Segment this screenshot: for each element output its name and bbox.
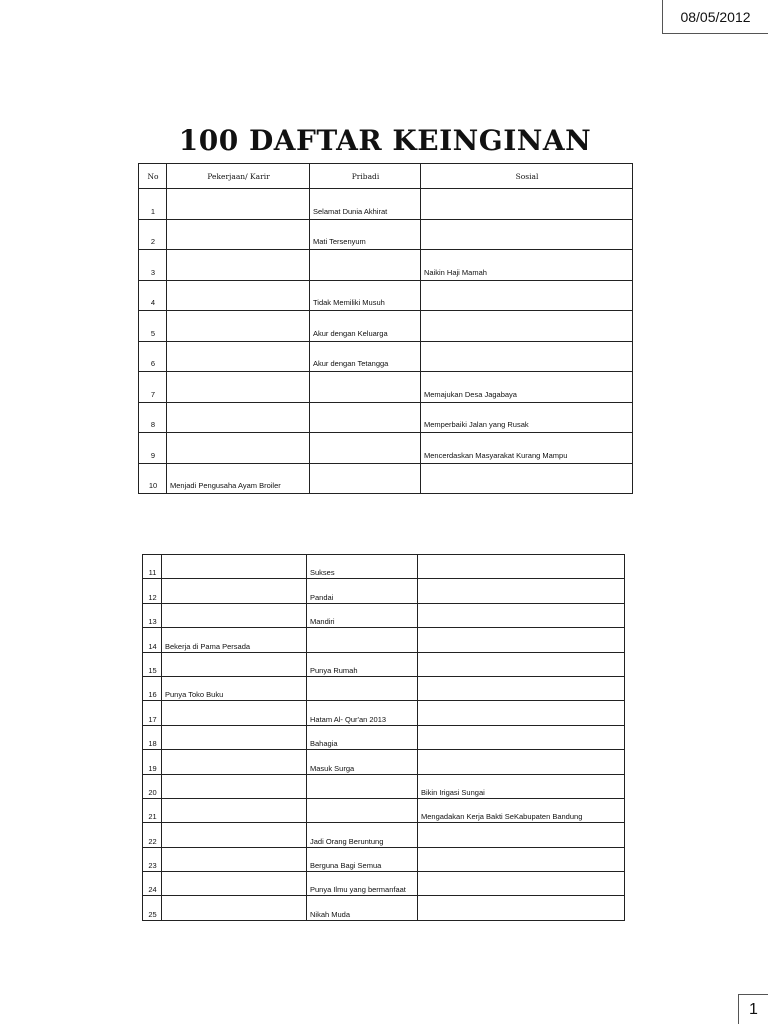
cell-karir: [162, 652, 307, 676]
cell-sosial: Mengadakan Kerja Bakti SeKabupaten Bandung: [418, 798, 625, 822]
cell-sosial: [418, 823, 625, 847]
header-date: 08/05/2012: [662, 0, 768, 34]
cell-sosial: [418, 676, 625, 700]
cell-karir: [162, 555, 307, 579]
row-number: 20: [143, 774, 162, 798]
cell-sosial: [418, 872, 625, 896]
row-number: 19: [143, 750, 162, 774]
cell-pribadi: Mati Tersenyum: [310, 219, 421, 250]
table-row: [139, 433, 633, 464]
wishlist-table-2: [142, 554, 625, 921]
cell-pribadi: Akur dengan Tetangga: [310, 341, 421, 372]
cell-karir: [162, 847, 307, 871]
row-number: 6: [139, 341, 167, 372]
cell-karir: [162, 701, 307, 725]
table-row: [139, 311, 633, 342]
cell-pribadi: Tidak Memiliki Musuh: [310, 280, 421, 311]
cell-karir: Menjadi Pengusaha Ayam Broiler: [167, 463, 310, 494]
table-row: [143, 750, 625, 774]
cell-sosial: [421, 341, 633, 372]
cell-sosial: [421, 280, 633, 311]
table-header-row: [139, 164, 633, 189]
cell-sosial: [418, 555, 625, 579]
table-row: [143, 701, 625, 725]
cell-karir: [167, 341, 310, 372]
cell-pribadi: Akur dengan Keluarga: [310, 311, 421, 342]
table-row: [143, 603, 625, 627]
header-pribadi: Pribadi: [310, 164, 421, 189]
row-number: 22: [143, 823, 162, 847]
cell-pribadi: Bahagia: [307, 725, 418, 749]
row-number: 10: [139, 463, 167, 494]
table-row: [143, 823, 625, 847]
table-row: [139, 250, 633, 281]
table-row: [143, 652, 625, 676]
table-row: [143, 798, 625, 822]
cell-karir: [162, 823, 307, 847]
table-row: [143, 676, 625, 700]
cell-pribadi: Selamat Dunia Akhirat: [310, 189, 421, 220]
cell-pribadi: Punya Rumah: [307, 652, 418, 676]
cell-pribadi: Sukses: [307, 555, 418, 579]
page-number: 1: [738, 994, 768, 1024]
cell-pribadi: [310, 250, 421, 281]
wishlist-table-1: [138, 163, 633, 494]
row-number: 24: [143, 872, 162, 896]
cell-pribadi: [310, 433, 421, 464]
table-row: [143, 579, 625, 603]
cell-karir: [167, 433, 310, 464]
cell-sosial: [418, 628, 625, 652]
row-number: 4: [139, 280, 167, 311]
table-row: [139, 189, 633, 220]
cell-karir: [167, 280, 310, 311]
table-row: [143, 725, 625, 749]
cell-sosial: [418, 701, 625, 725]
cell-karir: Bekerja di Pama Persada: [162, 628, 307, 652]
row-number: 15: [143, 652, 162, 676]
cell-karir: [167, 219, 310, 250]
cell-sosial: Bikin Irigasi Sungai: [418, 774, 625, 798]
row-number: 25: [143, 896, 162, 920]
row-number: 17: [143, 701, 162, 725]
cell-pribadi: Pandai: [307, 579, 418, 603]
cell-pribadi: Berguna Bagi Semua: [307, 847, 418, 871]
cell-pribadi: [307, 676, 418, 700]
row-number: 14: [143, 628, 162, 652]
row-number: 1: [139, 189, 167, 220]
cell-pribadi: [307, 798, 418, 822]
cell-sosial: [418, 603, 625, 627]
row-number: 3: [139, 250, 167, 281]
row-number: 12: [143, 579, 162, 603]
table-row: [143, 774, 625, 798]
header-sosial: Sosial: [421, 164, 633, 189]
cell-sosial: [418, 652, 625, 676]
cell-karir: [162, 603, 307, 627]
cell-karir: [162, 579, 307, 603]
cell-sosial: [418, 896, 625, 920]
table-row: [139, 463, 633, 494]
cell-pribadi: Nikah Muda: [307, 896, 418, 920]
table-row: [139, 219, 633, 250]
cell-karir: [162, 798, 307, 822]
row-number: 5: [139, 311, 167, 342]
cell-pribadi: Hatam Al- Qur'an 2013: [307, 701, 418, 725]
cell-sosial: [421, 463, 633, 494]
table-row: [143, 896, 625, 920]
row-number: 18: [143, 725, 162, 749]
cell-karir: [167, 402, 310, 433]
header-no: No: [139, 164, 167, 189]
table-row: [143, 872, 625, 896]
row-number: 11: [143, 555, 162, 579]
row-number: 9: [139, 433, 167, 464]
cell-pribadi: Mandiri: [307, 603, 418, 627]
cell-pribadi: [307, 628, 418, 652]
table-row: [139, 402, 633, 433]
row-number: 7: [139, 372, 167, 403]
cell-sosial: Memajukan Desa Jagabaya: [421, 372, 633, 403]
cell-sosial: Memperbaiki Jalan yang Rusak: [421, 402, 633, 433]
row-number: 13: [143, 603, 162, 627]
cell-pribadi: [310, 463, 421, 494]
page-title: 100 DAFTAR KEINGINAN: [178, 124, 592, 157]
cell-karir: [162, 750, 307, 774]
cell-sosial: [421, 189, 633, 220]
cell-pribadi: [310, 402, 421, 433]
table-row: [143, 555, 625, 579]
table-body: [139, 189, 633, 494]
cell-karir: [162, 872, 307, 896]
row-number: 23: [143, 847, 162, 871]
cell-sosial: [418, 725, 625, 749]
cell-karir: [162, 774, 307, 798]
table-body: [143, 555, 625, 921]
table-row: [143, 628, 625, 652]
cell-pribadi: [307, 774, 418, 798]
row-number: 8: [139, 402, 167, 433]
row-number: 2: [139, 219, 167, 250]
cell-pribadi: Masuk Surga: [307, 750, 418, 774]
row-number: 21: [143, 798, 162, 822]
cell-sosial: [421, 311, 633, 342]
cell-pribadi: [310, 372, 421, 403]
cell-sosial: Naikin Haji Mamah: [421, 250, 633, 281]
cell-sosial: [418, 579, 625, 603]
row-number: 16: [143, 676, 162, 700]
cell-karir: [162, 896, 307, 920]
table-row: [143, 847, 625, 871]
cell-karir: Punya Toko Buku: [162, 676, 307, 700]
cell-sosial: [421, 219, 633, 250]
header-karir: Pekerjaan/ Karir: [167, 164, 310, 189]
cell-sosial: [418, 847, 625, 871]
table-row: [139, 372, 633, 403]
cell-karir: [167, 311, 310, 342]
cell-karir: [167, 189, 310, 220]
cell-pribadi: Jadi Orang Beruntung: [307, 823, 418, 847]
cell-karir: [167, 250, 310, 281]
table-row: [139, 280, 633, 311]
cell-pribadi: Punya Ilmu yang bermanfaat: [307, 872, 418, 896]
table-row: [139, 341, 633, 372]
cell-karir: [167, 372, 310, 403]
cell-sosial: [418, 750, 625, 774]
cell-karir: [162, 725, 307, 749]
cell-sosial: Mencerdaskan Masyarakat Kurang Mampu: [421, 433, 633, 464]
